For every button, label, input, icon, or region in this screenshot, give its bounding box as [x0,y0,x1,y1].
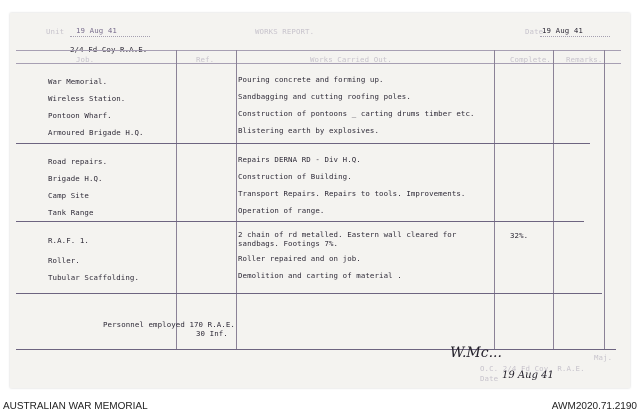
job-cell: Armoured Brigade H.Q. [48,128,144,137]
col-divider-2 [236,50,237,350]
work-cell: Roller repaired and on job. [238,254,361,263]
signature-rank: Maj. [594,353,613,362]
document-page [10,13,630,388]
handwritten-signature: W.Mc... [450,345,502,361]
work-cell: Construction of pontoons _ carting drums timber etc. [238,109,475,118]
work-cell-continued: sandbags. Footings 7%. [238,239,339,248]
signature-role: O.C. 2/4 Fd Coy. R.A.E. [480,364,585,373]
date-dots [540,36,610,37]
col-divider-5 [604,50,605,350]
job-cell: Road repairs. [48,157,108,166]
section-rule-3 [16,293,602,294]
col-divider-3 [494,50,495,350]
job-cell: War Memorial. [48,77,108,86]
work-cell: Pouring concrete and forming up. [238,75,384,84]
work-cell: 2 chain of rd metalled. Eastern wall cleared for [238,230,457,239]
column-complete: Complete. [510,55,551,64]
column-remarks: Remarks. [566,55,603,64]
job-cell: Brigade H.Q. [48,174,103,183]
work-cell: Operation of range. [238,206,325,215]
column-job: Job. [76,55,95,64]
column-ref: Ref. [196,55,215,64]
work-cell: Sandbagging and cutting roofing poles. [238,92,411,101]
job-cell: Roller. [48,256,80,265]
report-title: WORKS REPORT. [255,27,315,36]
work-cell: Demolition and carting of material . [238,271,402,280]
header-bottom-rule [16,63,621,64]
personnel-line: Personnel employed 170 R.A.E. [103,320,235,329]
col-divider-1 [176,50,177,350]
job-cell: Camp Site [48,191,89,200]
job-cell: Wireless Station. [48,94,126,103]
date-label: Date [525,27,544,36]
table-bottom-rule [16,349,616,350]
job-cell: Pontoon Wharf. [48,111,112,120]
unit-dots [70,36,150,37]
work-cell: Blistering earth by explosives. [238,126,380,135]
col-divider-4 [553,50,554,350]
footer-institution: AUSTRALIAN WAR MEMORIAL [3,401,148,412]
complete-cell: 32%. [510,231,529,240]
company-name: 2/4 Fd Coy R.A.E. [70,45,148,54]
date-value: 19 Aug 41 [542,26,583,35]
job-cell: R.A.F. 1. [48,236,89,245]
section-rule-2 [16,221,584,222]
work-cell: Construction of Building. [238,172,352,181]
section-rule-1 [16,143,590,144]
work-cell: Repairs DERNA RD - Div H.Q. [238,155,361,164]
header-top-rule [16,50,621,51]
personnel-line: 30 Inf. [196,329,228,338]
signature-date-label: Date [480,374,499,383]
footer-accession-number: AWM2020.71.2190 [551,401,637,412]
work-cell: Transport Repairs. Repairs to tools. Improvements. [238,189,466,198]
signature-date: 19 Aug 41 [502,370,554,381]
column-works: Works Carried Out. [310,55,392,64]
job-cell: Tubular Scaffolding. [48,273,139,282]
unit-value: 19 Aug 41 [76,26,117,35]
job-cell: Tank Range [48,208,94,217]
unit-label: Unit [46,27,65,36]
